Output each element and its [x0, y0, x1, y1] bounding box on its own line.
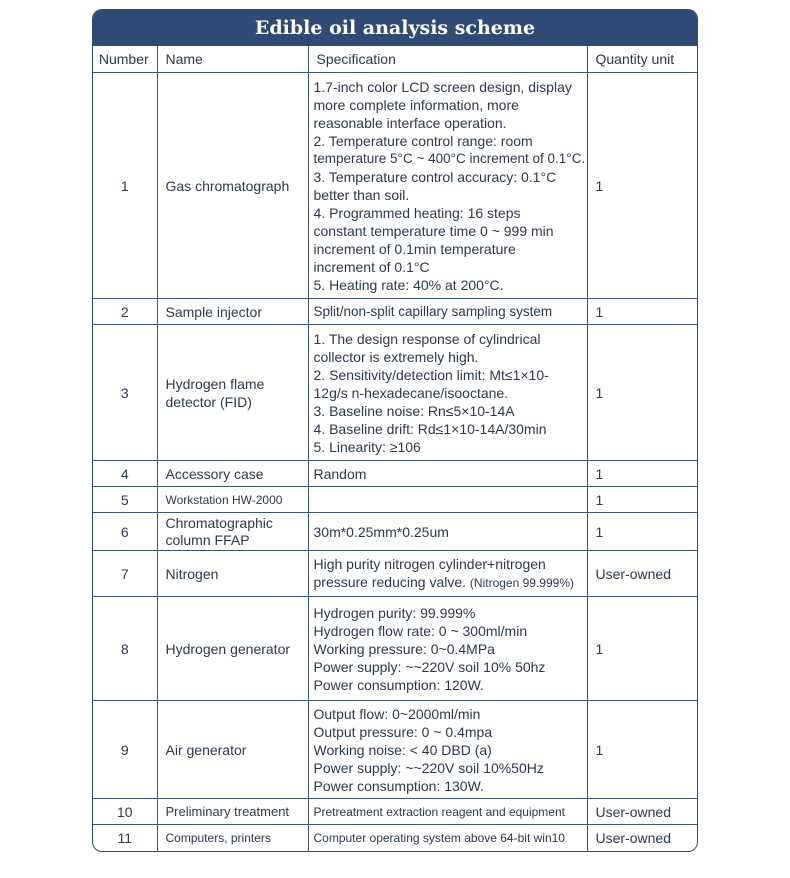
- table-row: [93, 487, 697, 513]
- row-number: 1: [93, 73, 157, 299]
- row-quantity: 1: [587, 325, 697, 461]
- table-row: [93, 299, 697, 325]
- row-spec: [308, 597, 587, 701]
- row-name: Accessory case: [157, 461, 308, 487]
- row-name: Workstation HW-2000: [157, 487, 308, 513]
- row-spec: [308, 325, 587, 461]
- row-name: Gas chromatograph: [157, 73, 308, 299]
- row-spec: [308, 513, 587, 551]
- spec-line: 4. Programmed heating: 16 steps: [313, 204, 521, 221]
- spec-line: High purity nitrogen cylinder+nitrogen: [313, 556, 546, 572]
- spec-line: better than soil.: [313, 186, 410, 203]
- spec-line: 2. Sensitivity/detection limit: Mt≤1×10-: [313, 366, 549, 383]
- row-quantity: 1: [587, 597, 697, 701]
- row-quantity: 1: [587, 73, 697, 299]
- row-quantity: 1: [587, 701, 697, 799]
- spec-line: 1.7-inch color LCD screen design, display: [313, 78, 572, 95]
- table-row: [93, 73, 697, 299]
- spec-line: 3. Temperature control accuracy: 0.1°C: [313, 168, 557, 185]
- row-quantity: 1: [587, 487, 697, 513]
- header-quantity: Quantity unit: [587, 46, 697, 73]
- row-spec: [308, 799, 587, 825]
- spec-line: Pretreatment extraction reagent and equipment: [313, 804, 565, 819]
- spec-line: increment of 0.1min temperature: [313, 240, 516, 257]
- row-spec: [308, 487, 587, 513]
- spec-line: Random: [313, 465, 367, 482]
- spec-line: 5. Linearity: ≥106: [313, 438, 421, 455]
- row-number: 3: [93, 325, 157, 461]
- row-quantity: User-owned: [587, 799, 697, 825]
- row-spec: [308, 825, 587, 851]
- row-quantity: 1: [587, 299, 697, 325]
- row-name: Hydrogen generator: [157, 597, 308, 701]
- spec-line: pressure reducing valve.: [313, 574, 467, 590]
- row-spec: [308, 701, 587, 799]
- spec-line: 2. Temperature control range: room: [313, 132, 533, 149]
- spec-line: increment of 0.1°C: [313, 258, 430, 275]
- row-name: Computers, printers: [157, 825, 308, 851]
- spec-line: Split/non-split capillary sampling system: [313, 303, 553, 319]
- table-row: [93, 325, 697, 461]
- row-number: 8: [93, 597, 157, 701]
- scheme-table: [93, 46, 697, 851]
- spec-line: 5. Heating rate: 40% at 200°C.: [313, 276, 504, 293]
- spec-line-with-note: [314, 573, 583, 592]
- spec-line: Power supply: ~~220V soil 10% 50hz: [313, 658, 546, 675]
- header-row: [93, 46, 697, 73]
- spec-line: Power consumption: 120W.: [313, 676, 484, 693]
- row-number: 2: [93, 299, 157, 325]
- row-spec: [308, 551, 587, 597]
- table-row: [93, 551, 697, 597]
- row-quantity: User-owned: [587, 551, 697, 597]
- row-name: Chromatographic column FFAP: [157, 513, 308, 551]
- row-name: Hydrogen flame detector (FID): [157, 325, 308, 461]
- header-number: Number: [93, 46, 157, 73]
- row-name: Preliminary treatment: [157, 799, 308, 825]
- spec-line: Power supply: ~~220V soil 10%50Hz: [313, 759, 544, 776]
- spec-line: Working noise: < 40 DBD (a): [313, 741, 492, 758]
- spec-line: 30m*0.25mm*0.25um: [313, 523, 449, 540]
- spec-line: Hydrogen purity: 99.999%: [313, 604, 476, 621]
- row-name: Air generator: [157, 701, 308, 799]
- spec-line: 12g/s n-hexadecane/isooctane.: [313, 384, 509, 401]
- row-number: 9: [93, 701, 157, 799]
- spec-line: Computer operating system above 64-bit win10: [313, 830, 565, 845]
- spec-line: constant temperature time 0 ~ 999 min: [313, 222, 554, 239]
- table-row: [93, 461, 697, 487]
- spec-line: reasonable interface operation.: [313, 114, 507, 131]
- spec-line: Output flow: 0~2000ml/min: [313, 705, 481, 722]
- row-number: 7: [93, 551, 157, 597]
- spec-line: 4. Baseline drift: Rd≤1×10-14A/30min: [313, 420, 547, 437]
- spec-line: Working pressure: 0~0.4MPa: [313, 640, 495, 657]
- spec-line: 1. The design response of cylindrical: [313, 330, 541, 347]
- spec-line: more complete information, more: [313, 96, 519, 113]
- analysis-scheme-card: [92, 9, 698, 852]
- header-specification: Specification: [308, 46, 587, 73]
- header-name: Name: [157, 46, 308, 73]
- row-name: Sample injector: [157, 299, 308, 325]
- row-number: 11: [93, 825, 157, 851]
- spec-line: temperature 5°C ~ 400°C increment of 0.1°C.: [313, 150, 586, 166]
- spec-line: Hydrogen flow rate: 0 ~ 300ml/min: [313, 622, 528, 639]
- spec-line: 3. Baseline noise: Rn≤5×10-14A: [313, 402, 515, 419]
- spec-line: Power consumption: 130W.: [313, 777, 484, 794]
- row-spec: [308, 299, 587, 325]
- spec-line: Output pressure: 0 ~ 0.4mpa: [313, 723, 493, 740]
- table-title: Edible oil analysis scheme: [93, 10, 697, 46]
- table-row: [93, 799, 697, 825]
- row-quantity: User-owned: [587, 825, 697, 851]
- row-number: 6: [93, 513, 157, 551]
- row-number: 10: [93, 799, 157, 825]
- row-number: 5: [93, 487, 157, 513]
- row-number: 4: [93, 461, 157, 487]
- row-quantity: 1: [587, 461, 697, 487]
- table-row: [93, 825, 697, 851]
- spec-line: collector is extremely high.: [313, 348, 479, 365]
- row-quantity: 1: [587, 513, 697, 551]
- row-spec: [308, 461, 587, 487]
- row-name: Nitrogen: [157, 551, 308, 597]
- table-row: [93, 701, 697, 799]
- table-row: [93, 597, 697, 701]
- spec-note: (Nitrogen 99.999%): [469, 576, 574, 590]
- row-spec: [308, 73, 587, 299]
- table-row: [93, 513, 697, 551]
